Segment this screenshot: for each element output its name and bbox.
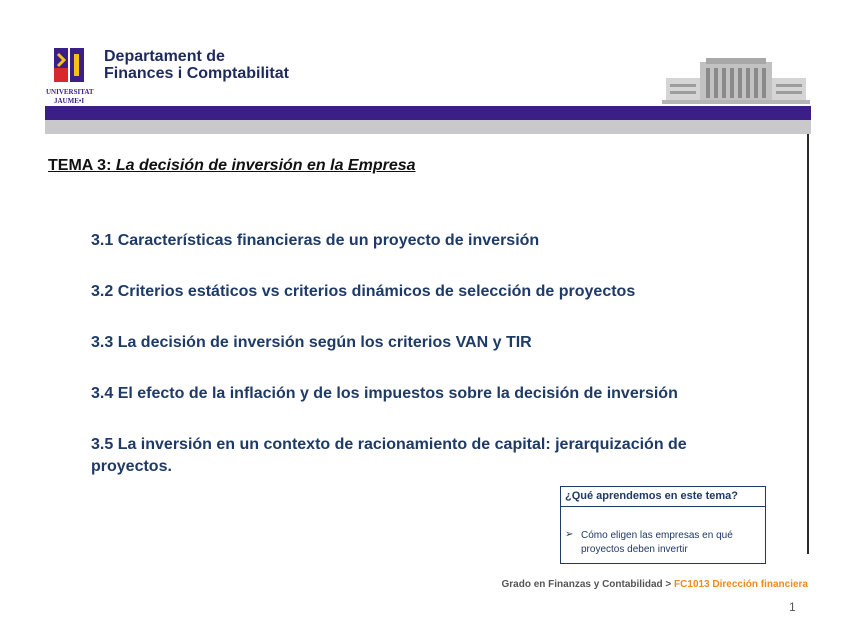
svg-text:UNIVERSITAT: UNIVERSITAT [46,88,94,96]
footer-course-code: FC1013 [674,579,710,590]
arrow-bullet-icon: ➢ [565,529,574,540]
box-divider [561,506,765,507]
topic-item: 3.3 La decisión de inversión según los criterios VAN y TIR [91,334,532,351]
topic-list [91,230,791,507]
learning-goals-title: ¿Qué aprendemos en este tema? [565,490,738,502]
title-subject: La decisión de inversión en la Empresa [111,157,416,174]
department-line-1: Departament de [104,48,225,65]
footer-separator: > [665,579,672,590]
footer-breadcrumb [502,579,809,590]
department-name [104,48,289,82]
university-logo [46,46,96,106]
title-prefix: TEMA 3: [48,157,112,174]
topic-item: 3.1 Características financieras de un proyecto de inversión [91,232,540,249]
department-line-2: Finances i Comptabilitat [104,65,289,82]
topic-item: 3.2 Criterios estáticos vs criterios dinámicos de selección de proyectos [91,283,636,300]
footer-degree: Grado en Finanzas y Contabilidad [501,579,663,590]
building-image [662,56,810,104]
topic-item: 3.5 La inversión en un contexto de racionamiento de capital: jerarquización de proyectos. [91,436,687,475]
footer-course-name: Dirección financiera [712,579,808,590]
learning-goal-item: Cómo eligen las empresas en qué proyectos deben invertir [581,530,733,555]
learning-goals-box [560,486,766,564]
page-number: 1 [789,600,796,614]
svg-text:JAUME•I: JAUME•I [54,97,85,105]
slide-title [48,157,416,175]
header-purple-bar [45,106,811,120]
right-border-line [807,134,809,554]
header-grey-bar [45,120,811,134]
topic-item: 3.4 El efecto de la inflación y de los impuestos sobre la decisión de inversión [91,385,678,402]
